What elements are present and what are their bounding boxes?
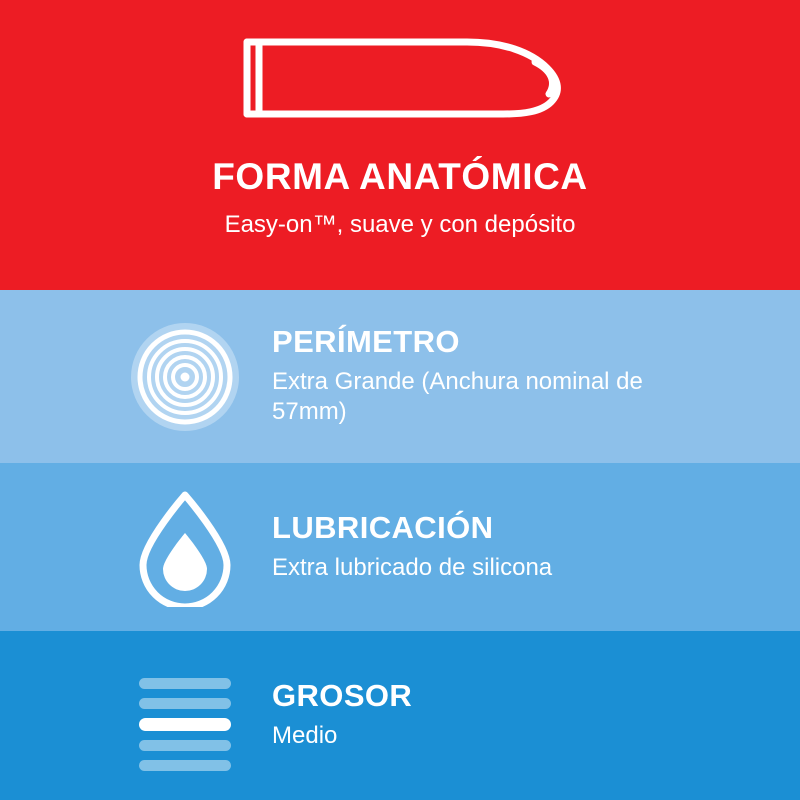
- feature-description: Extra lubricado de silicona: [272, 553, 553, 581]
- condom-outline-icon: [235, 26, 565, 136]
- page-title: FORMA ANATÓMICA: [212, 156, 588, 197]
- feature-row-grosor: [0, 631, 800, 800]
- feature-title: PERÍMETRO: [272, 324, 460, 359]
- hero-subtitle: Easy-on™, suave y con depósito: [224, 211, 576, 238]
- feature-row-perimetro: [0, 290, 800, 463]
- feature-description: Medio: [272, 722, 338, 749]
- feature-title: LUBRICACIÓN: [272, 509, 494, 545]
- concentric-circles-icon: [120, 317, 250, 437]
- thickness-bars-icon: [120, 656, 250, 776]
- feature-text-perimetro: [250, 326, 732, 427]
- water-drop-icon: [120, 487, 250, 607]
- feature-text-lubricacion: [250, 509, 572, 583]
- feature-description: Extra Grande (Anchura nominal de 57mm): [272, 368, 643, 425]
- feature-text-grosor: [250, 680, 432, 751]
- hero-section: [0, 0, 800, 290]
- feature-title: GROSOR: [272, 678, 413, 713]
- feature-row-lubricacion: [0, 463, 800, 631]
